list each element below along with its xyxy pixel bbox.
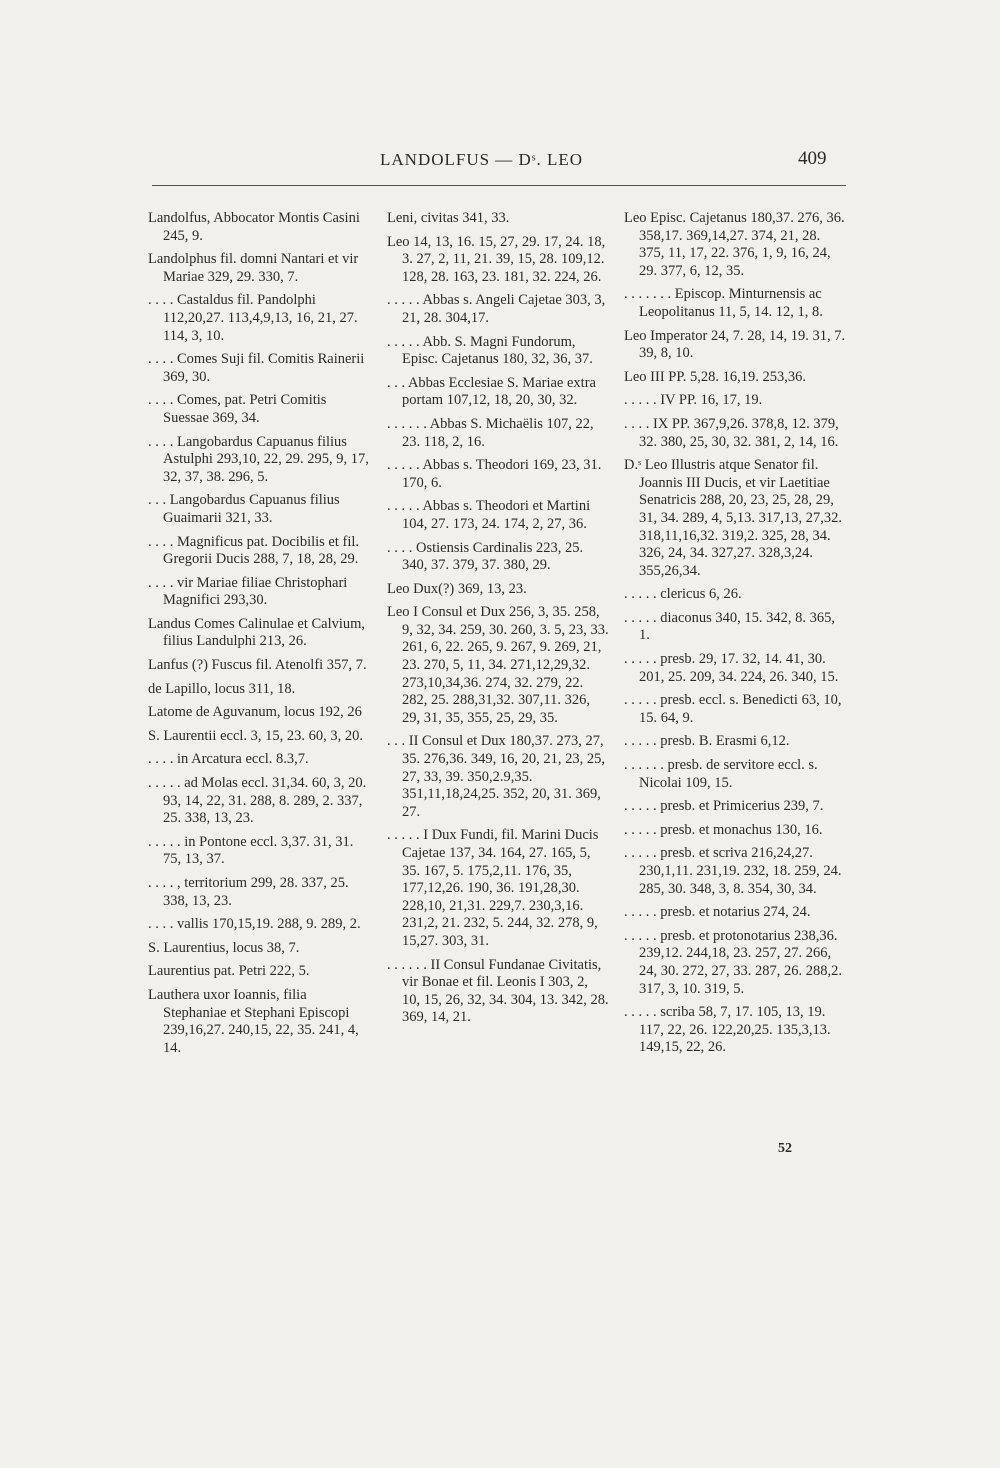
index-entry: . . . . . . . Episcop. Minturnensis ac Leopolitanus 11, 5, 14. 12, 1, 8. [624, 286, 823, 320]
index-entry: Lanfus (?) Fuscus fil. Atenolfi 357, 7. [148, 657, 367, 674]
index-entry: . . . . Magnificus pat. Docibilis et fil. Gregorii Ducis 288, 7, 18, 28, 29. [148, 533, 360, 568]
index-entry: S. Laurentii eccl. 3, 15, 23. 60, 3, 20. [148, 727, 364, 744]
index-entry: . . . . vir Mariae filiae Christophari Magnifici 293,30. [148, 574, 348, 609]
index-column-2 [387, 210, 609, 1033]
index-entry: . . . . . presb. et scriva 216,24,27. 230,1,11. 231,19. 232, 18. 259, 24. 285, 30. 348, 3, 8. 354, 30, 34. [624, 845, 842, 897]
index-entry: Leo Imperator 24, 7. 28, 14, 19. 31, 7. 39, 8, 10. [624, 327, 846, 362]
index-entry: . . . . . Abbas s. Angeli Cajetae 303, 3, 21, 28. 304,17. [387, 292, 606, 326]
signature-mark: 52 [778, 1141, 792, 1156]
index-entry: D.ˢ Leo Illustris atque Senator fil. Joannis III Ducis, et vir Laetitiae Senatricis 288, 20, 23, 25, 28, 29, 31, 34. 289, 4, 5,13. 317,13, 27,32. 318,11,16,32. 319,2. 325, 28, 34. 326, 24, 34. 327,27. 328,3,24. 355,26,34. [624, 457, 842, 579]
index-entry: S. Laurentius, locus 38, 7. [148, 939, 300, 956]
index-column-1 [148, 210, 370, 1063]
index-entry: . . . . . . presb. de servitore eccl. s. Nicolai 109, 15. [624, 757, 818, 791]
index-entry: . . . . . presb. 29, 17. 32, 14. 41, 30. 201, 25. 209, 34. 224, 26. 340, 15. [624, 651, 839, 685]
header-rule [152, 185, 846, 186]
index-entry: . . . II Consul et Dux 180,37. 273, 27, 35. 276,36. 349, 16, 20, 21, 23, 25, 27, 33, 39. 350,2.9,35. 351,11,18,24,25. 352, 20, 31. 369, 27. [387, 733, 605, 820]
index-entry: Leo Dux(?) 369, 13, 23. [387, 580, 527, 597]
index-entry: Leo Episc. Cajetanus 180,37. 276, 36. 358,17. 369,14,27. 374, 21, 28. 375, 11, 17, 22. 376, 1, 9, 16, 24, 29. 377, 6, 12, 35. [624, 210, 845, 279]
index-entry: . . . . . presb. et notarius 274, 24. [624, 904, 811, 921]
index-entry: Landolphus fil. domni Nantari et vir Mariae 329, 29. 330, 7. [148, 251, 359, 285]
index-entry: Leo III PP. 5,28. 16,19. 253,36. [624, 368, 807, 385]
index-entry: . . . . vallis 170,15,19. 288, 9. 289, 2. [148, 916, 361, 933]
index-entry: . . . . . presb. eccl. s. Benedicti 63, 10, 15. 64, 9. [624, 692, 842, 726]
page-header [0, 150, 1000, 180]
index-entry: . . . . . . II Consul Fundanae Civitatis, vir Bonae et fil. Leonis I 303, 2, 10, 15, 26, 32, 34. 304, 13. 342, 28. 369, 14, 21. [387, 956, 609, 1026]
index-entry: . . . . . I Dux Fundi, fil. Marini Ducis Cajetae 137, 34. 164, 27. 165, 5, 35. 167, 5. 175,2,11. 176, 35, 177,12,26. 190, 36. 191,28,30. 228,10, 21,31. 229,7. 230,3,16. 231,2, 21. 232, 5. 244, 32. 278, 9, 15,27. 303, 31. [387, 827, 599, 949]
index-entry: . . . . , territorium 299, 28. 337, 25. 338, 13, 23. [148, 875, 349, 909]
index-entry: . . . . . scriba 58, 7, 17. 105, 13, 19. 117, 22, 26. 122,20,25. 135,3,13. 149,15, 22, 26. [624, 1004, 831, 1056]
index-entry: . . . . . ad Molas eccl. 31,34. 60, 3, 20. 93, 14, 22, 31. 288, 8. 289, 2. 337, 25. 338, 13, 23. [148, 775, 367, 827]
index-entry: . . . Abbas Ecclesiae S. Mariae extra portam 107,12, 18, 20, 30, 32. [387, 374, 596, 409]
index-entry: . . . . . presb. B. Erasmi 6,12. [624, 733, 790, 750]
index-entry: . . . . . . Abbas S. Michaëlis 107, 22, 23. 118, 2, 16. [387, 415, 594, 450]
index-entry: . . . . IX PP. 367,9,26. 378,8, 12. 379, 32. 380, 25, 30, 32. 381, 2, 14, 16. [624, 415, 839, 450]
index-entry: Lauthera uxor Ioannis, filia Stephaniae et Stephani Episcopi 239,16,27. 240,15, 22, 35. 241, 4, 14. [148, 986, 359, 1056]
index-column-3 [624, 210, 846, 1063]
index-entry: de Lapillo, locus 311, 18. [148, 680, 296, 697]
index-entry: . . . . . presb. et Primicerius 239, 7. [624, 798, 824, 815]
index-entry: . . . . . clericus 6, 26. [624, 586, 742, 603]
index-entry: . . . Langobardus Capuanus filius Guaimarii 321, 33. [148, 492, 340, 526]
index-entry: . . . . Comes Suji fil. Comitis Rainerii 369, 30. [148, 351, 365, 385]
index-entry: Leni, civitas 341, 33. [387, 210, 510, 226]
index-entry: . . . . . in Pontone eccl. 3,37. 31, 31. 75, 13, 37. [148, 833, 354, 868]
index-entry: . . . . . Abbas s. Theodori et Martini 104, 27. 173, 24. 174, 2, 27, 36. [387, 498, 591, 532]
index-entry: . . . . Langobardus Capuanus filius Astulphi 293,10, 22, 29. 295, 9, 17, 32, 37, 38. 296, 5. [148, 433, 369, 485]
index-entry: Laurentius pat. Petri 222, 5. [148, 963, 310, 980]
index-entry: . . . . . diaconus 340, 15. 342, 8. 365, 1. [624, 609, 836, 644]
running-head: LANDOLFUS — Dˢ. LEO [380, 150, 583, 169]
index-entry: Landus Comes Calinulae et Calvium, filius Landulphi 213, 26. [148, 615, 366, 650]
index-entry: . . . . . presb. et protonotarius 238,36. 239,12. 244,18, 23. 257, 27. 266, 24, 30. 272, 27, 33. 287, 26. 288,2. 317, 3, 10. 319, 5. [624, 927, 842, 997]
index-entry: Latome de Aguvanum, locus 192, 26 [148, 704, 362, 721]
index-entry: . . . . . IV PP. 16, 17, 19. [624, 392, 763, 409]
index-entry: . . . . Ostiensis Cardinalis 223, 25. 340, 37. 379, 37. 380, 29. [387, 539, 584, 574]
page-number: 409 [798, 148, 827, 169]
index-entry: . . . . in Arcatura eccl. 8.3,7. [148, 751, 309, 768]
index-entry: Leo 14, 13, 16. 15, 27, 29. 17, 24. 18, 3. 27, 2, 11, 21. 39, 15, 28. 109,12. 128, 28. 163, 23. 181, 32. 224, 26. [387, 233, 606, 285]
index-entry: Leo I Consul et Dux 256, 3, 35. 258, 9, 32, 34. 259, 30. 260, 3. 5, 23, 33. 261, 6, 22. 265, 9. 267, 9. 269, 21, 23. 270, 5, 11, 34. 271,12,29,32. 273,10,34,36. 274, 32. 279, 22. 282, 25. 288,31,32. 307,11. 326, 29, 31, 35, 355, 25, 29, 35. [387, 604, 609, 726]
index-entry: Landolfus, Abbocator Montis Casini 245, 9. [148, 210, 360, 244]
index-entry: . . . . Comes, pat. Petri Comitis Suessae 369, 34. [148, 392, 327, 426]
index-entry: . . . . . presb. et monachus 130, 16. [624, 821, 823, 838]
index-entry: . . . . . Abbas s. Theodori 169, 23, 31. 170, 6. [387, 457, 602, 491]
index-entry: . . . . . Abb. S. Magni Fundorum, Episc. Cajetanus 180, 32, 36, 37. [387, 333, 593, 368]
index-entry: . . . . Castaldus fil. Pandolphi 112,20,27. 113,4,9,13, 16, 21, 27. 114, 3, 10. [148, 292, 358, 344]
